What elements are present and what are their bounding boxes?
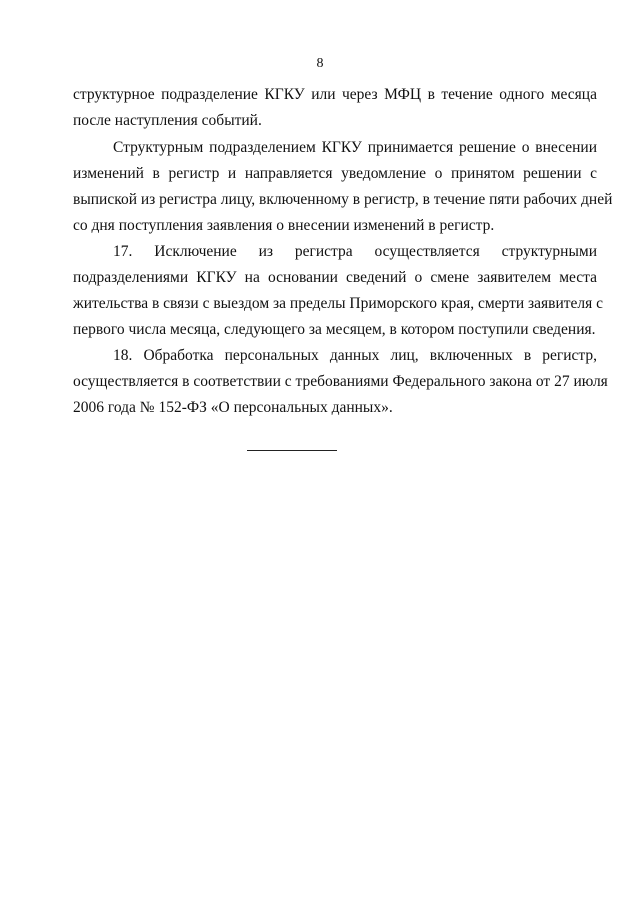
- text-line: выпиской из регистра лицу, включенному в регистр, в течение пяти рабочих дней: [73, 191, 613, 208]
- end-rule: [247, 450, 337, 451]
- text-line: подразделениями КГКУ на основании сведений о смене заявителем места: [73, 269, 597, 286]
- paragraph-first-line: Структурным подразделением КГКУ принимается решение о внесении: [113, 139, 597, 156]
- paragraph-first-line: 18. Обработка персональных данных лиц, включенных в регистр,: [113, 347, 597, 364]
- text-line: изменений в регистр и направляется уведомление о принятом решении с: [73, 165, 597, 182]
- page-number: 8: [316, 56, 324, 71]
- paragraph-first-line: 17. Исключение из регистра осуществляется структурными: [113, 243, 597, 260]
- text-line: первого числа месяца, следующего за месяцем, в котором поступили сведения.: [73, 321, 596, 338]
- text-line: после наступления событий.: [73, 112, 262, 129]
- text-line: жительства в связи с выездом за пределы Приморского края, смерти заявителя с: [73, 295, 604, 312]
- text-line: осуществляется в соответствии с требованиями Федерального закона от 27 июля: [73, 373, 608, 390]
- text-line: структурное подразделение КГКУ или через МФЦ в течение одного месяца: [73, 86, 597, 103]
- text-line: со дня поступления заявления о внесении изменений в регистр.: [73, 217, 495, 234]
- text-line: 2006 года № 152-ФЗ «О персональных данных».: [73, 399, 393, 416]
